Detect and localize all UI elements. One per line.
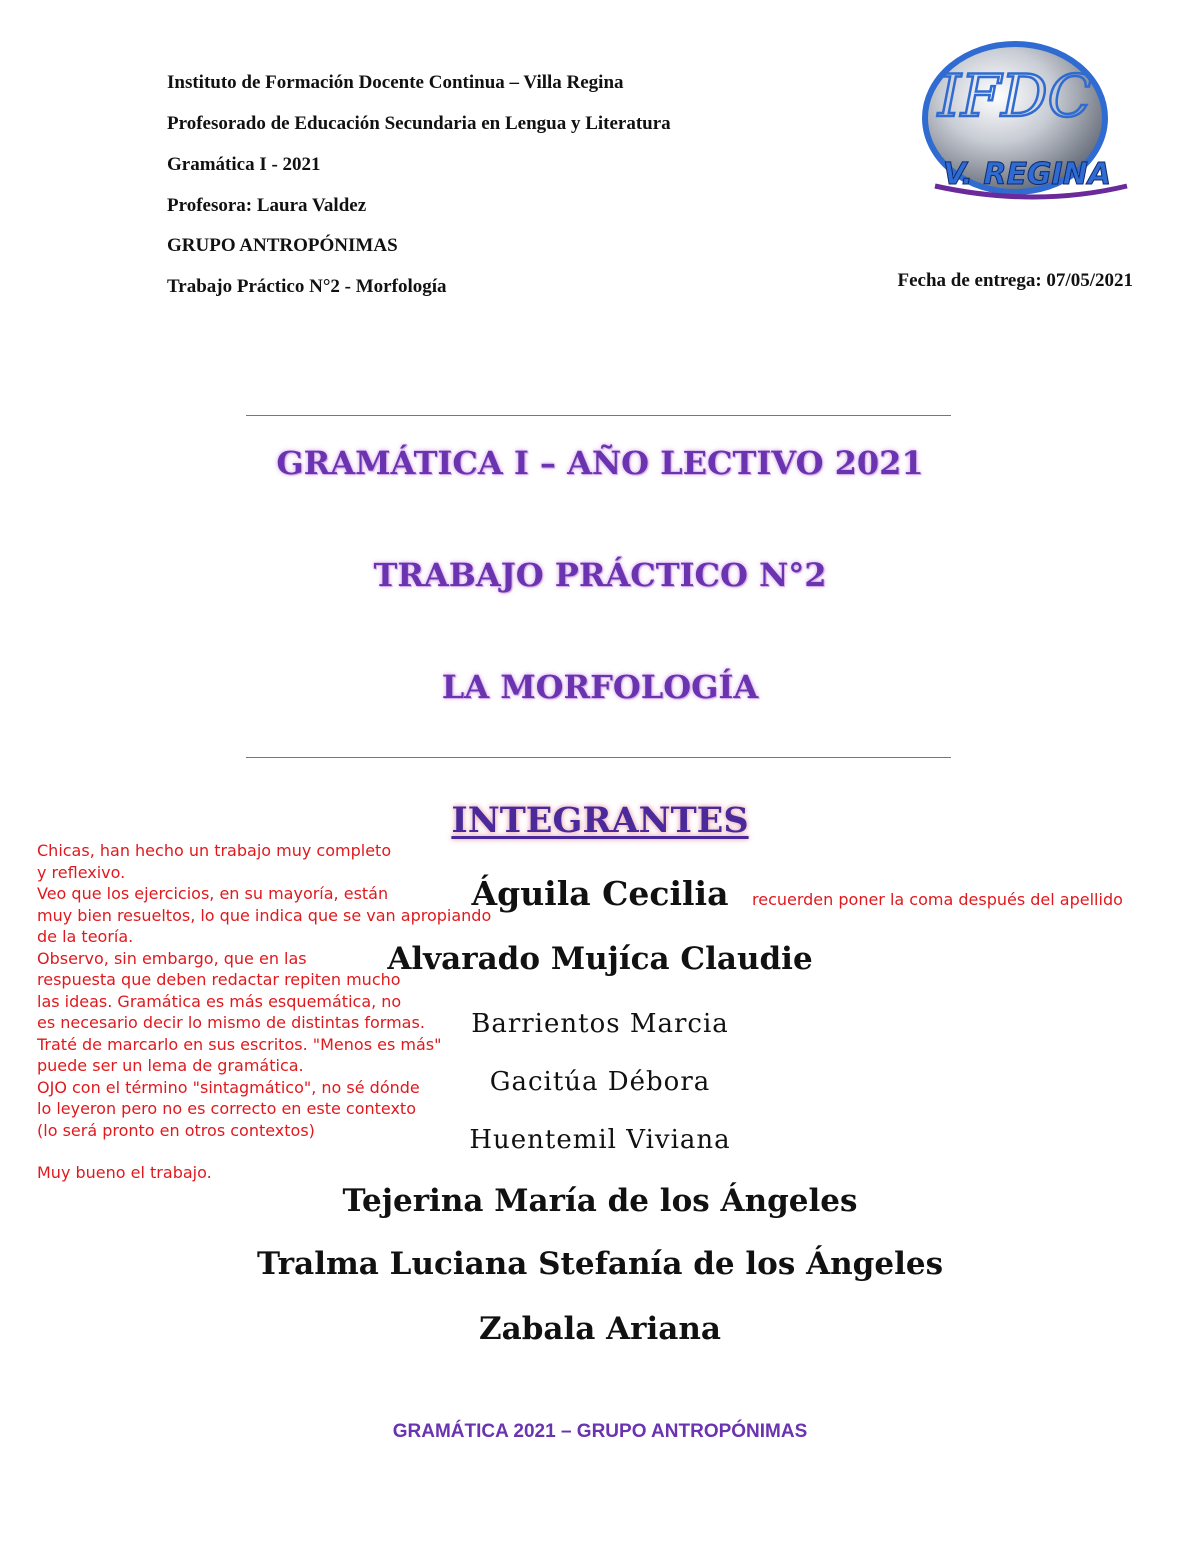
- title-topic: LA MORFOLOGÍA: [441, 668, 759, 706]
- comment-line: puede ser un lema de gramática.: [37, 1056, 304, 1075]
- due-date: Fecha de entrega: 07/05/2021: [897, 270, 1133, 291]
- comment-line: lo leyeron pero no es correcto en este contexto: [37, 1099, 416, 1118]
- comment-line: OJO con el término "sintagmático", no sé dónde: [37, 1077, 420, 1097]
- title-course-year: GRAMÁTICA I – AÑO LECTIVO 2021: [276, 444, 924, 482]
- member-name: Barrientos Marcia: [471, 1009, 729, 1039]
- page-footer: GRAMÁTICA 2021 – GRUPO ANTROPÓNIMAS: [392, 1421, 808, 1442]
- comment-closing: Muy bueno el trabajo.: [37, 1163, 212, 1182]
- member-name: Gacitúa Débora: [489, 1067, 711, 1097]
- comment-line: respuesta que deben redactar repiten mucho: [37, 970, 401, 989]
- member-name: Tralma Luciana Stefanía de los Ángeles: [256, 1246, 944, 1282]
- member-name: Águila Cecilia: [471, 874, 729, 913]
- comment-line: es necesario decir lo mismo de distintas formas.: [37, 1013, 425, 1032]
- comment-line: Veo que los ejercicios, en su mayoría, están: [37, 884, 389, 903]
- top-divider: [246, 415, 951, 416]
- comment-line: muy bien resueltos, lo que indica que se van apropiando: [37, 905, 492, 925]
- comment-line: Chicas, han hecho un trabajo muy completo: [37, 841, 392, 860]
- members-heading-text: INTEGRANTES: [451, 800, 749, 841]
- member-name: Alvarado Mujíca Claudie: [387, 941, 813, 977]
- comment-line: las ideas. Gramática es más esquemática, no: [37, 991, 402, 1011]
- member-name: Zabala Ariana: [478, 1311, 721, 1347]
- assignment-name: Trabajo Práctico N°2 - Morfología: [167, 276, 447, 297]
- member-name: Huentemil Viviana: [469, 1125, 731, 1155]
- logo-bottom-text: V. REGINA: [942, 157, 1112, 192]
- comment-line: Traté de marcarlo en sus escritos. "Menos es más": [37, 1034, 442, 1054]
- ifdc-logo: [915, 36, 1140, 208]
- comment-line: Observo, sin embargo, que en las: [37, 948, 307, 968]
- logo-top-text: IFDC: [937, 62, 1093, 130]
- comment-line: de la teoría.: [37, 927, 134, 946]
- teacher-name: Profesora: Laura Valdez: [167, 195, 367, 216]
- group-name: GRUPO ANTROPÓNIMAS: [167, 235, 398, 256]
- bottom-divider: [246, 757, 951, 758]
- member-name: Tejerina María de los Ángeles: [342, 1183, 858, 1219]
- comment-line: (lo será pronto en otros contextos): [37, 1120, 315, 1140]
- program-name: Profesorado de Educación Secundaria en Lengua y Literatura: [167, 113, 671, 134]
- comment-line: y reflexivo.: [37, 862, 126, 882]
- institution-name: Instituto de Formación Docente Continua – Villa Regina: [167, 72, 624, 93]
- course-name: Gramática I - 2021: [167, 154, 321, 175]
- teacher-comment: [37, 840, 492, 1184]
- members-heading: [0, 800, 1200, 841]
- title-assignment: TRABAJO PRÁCTICO N°2: [373, 556, 827, 594]
- comma-side-note: recuerden poner la coma después del apellido: [752, 890, 1123, 909]
